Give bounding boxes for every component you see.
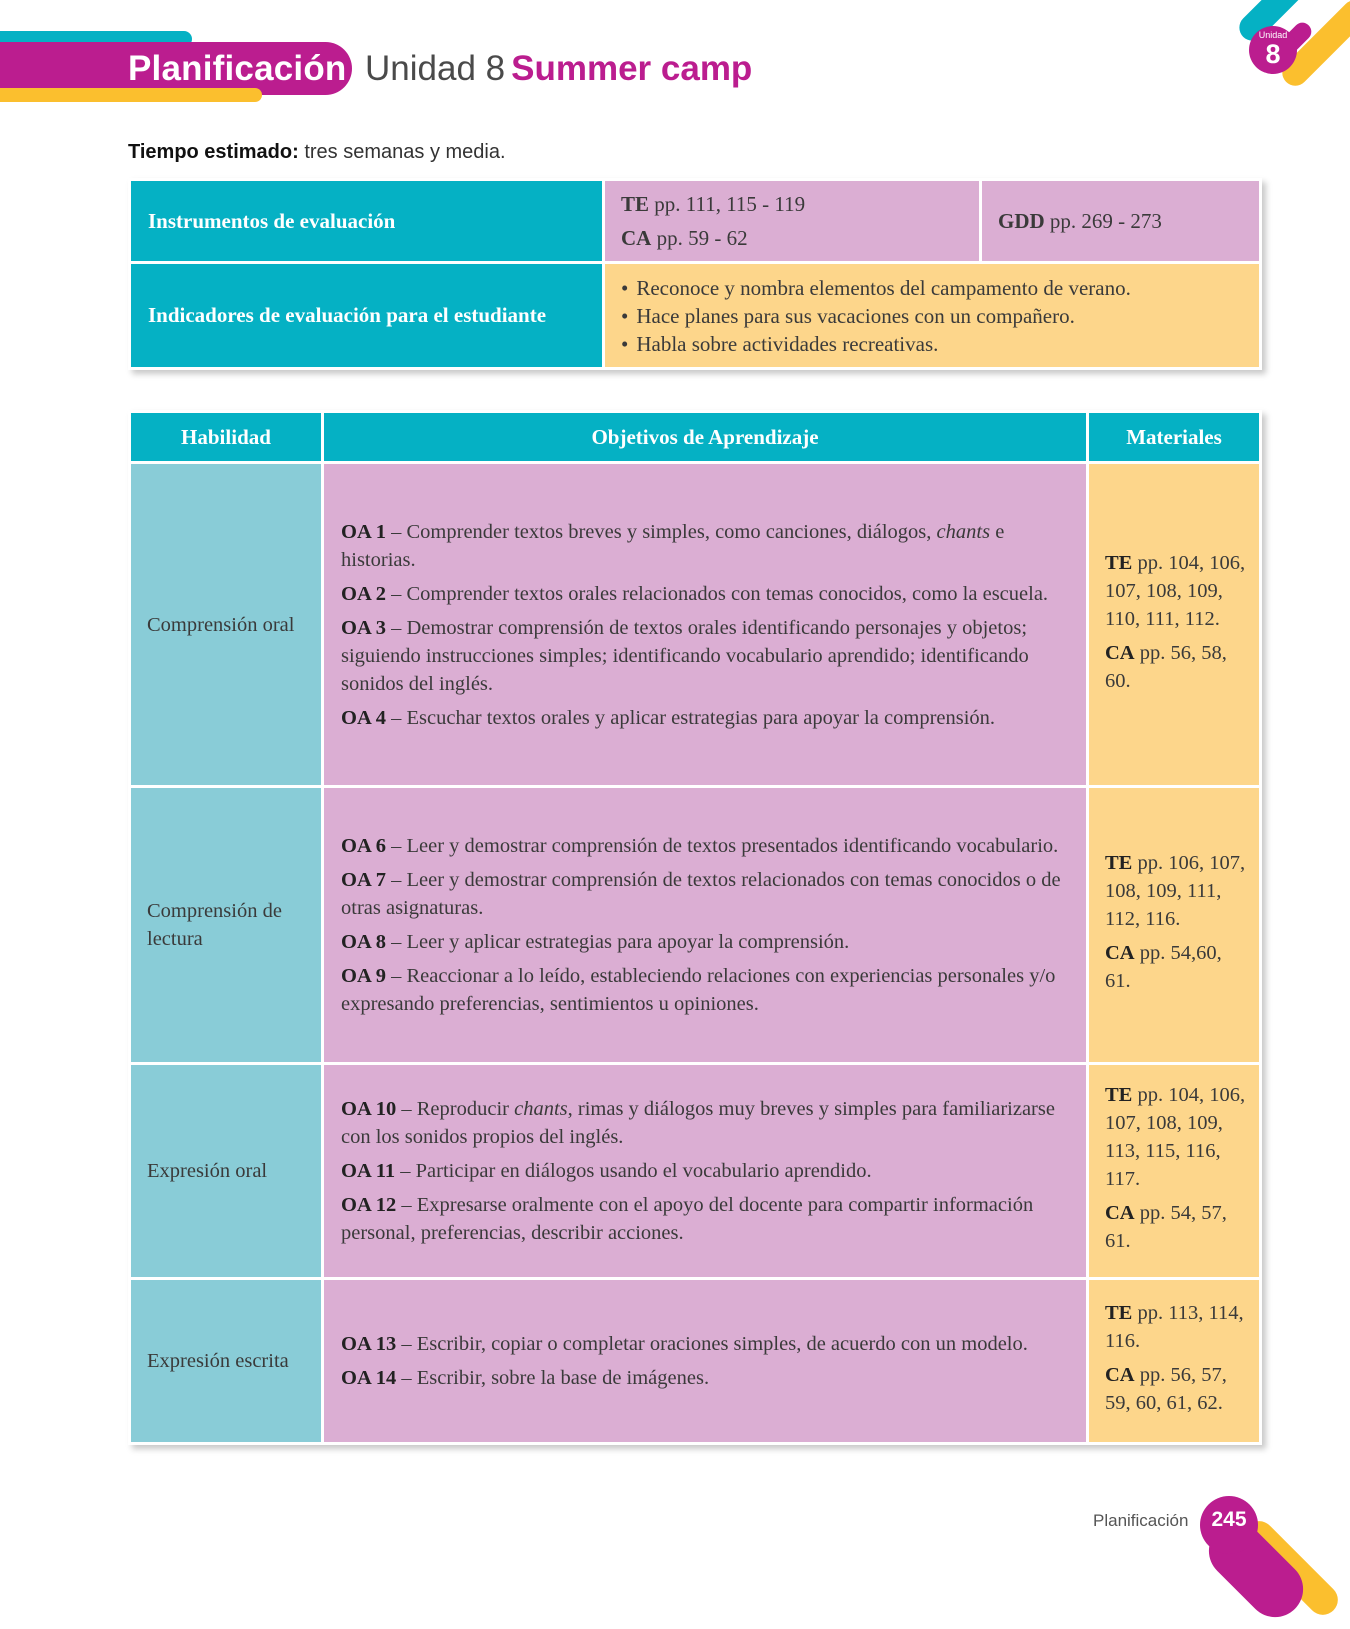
- objective-code: OA 4: [341, 706, 386, 729]
- objective-text: – Escribir, sobre la base de imágenes.: [396, 1367, 710, 1389]
- objective-text: – Expresarse oralmente con el apoyo del docente para compartir información personal, preferencias, describir acciones.: [341, 1194, 1034, 1244]
- objective-code: OA 9: [341, 965, 386, 987]
- footer-label: Planificación: [1093, 1511, 1189, 1530]
- objective-italic: chants: [514, 1098, 568, 1120]
- objective-text: – Demostrar comprensión de textos orales identificando personajes y objetos; siguiendo instrucciones simples; identificando vocabulario aprendido; identificando sonidos del inglés.: [341, 616, 1029, 695]
- material-code: CA: [1105, 942, 1135, 964]
- objective-text: – Reaccionar a lo leído, estableciendo relaciones con experiencias personales y/o expresando preferencias, sentimientos u opiniones.: [341, 965, 1056, 1015]
- te-pages: pp. 111, 115 - 119: [654, 192, 806, 216]
- table-row: [131, 1065, 1259, 1277]
- indicadores-cell: [605, 264, 1259, 367]
- habilidad-cell: Expresión oral: [131, 1065, 321, 1277]
- material-pages: pp. 104, 106, 107, 108, 109, 113, 115, 116, 117.: [1105, 1084, 1246, 1190]
- estimated-time-value: tres semanas y media.: [304, 141, 506, 163]
- objective-text: – Comprender textos orales relacionados con temas conocidos, como la escuela.: [386, 582, 1049, 605]
- objetivos-cell: [324, 788, 1086, 1062]
- unit-title: [365, 44, 752, 94]
- table-row: [131, 788, 1259, 1062]
- material-code: CA: [1105, 1364, 1135, 1386]
- material-pages: pp. 113, 114, 116.: [1105, 1302, 1244, 1352]
- material-pages: pp. 54, 57, 61.: [1105, 1202, 1227, 1252]
- objective-item: [341, 1157, 1074, 1185]
- ca-pages: pp. 59 - 62: [656, 226, 748, 250]
- objetivos-cell: [324, 1065, 1086, 1277]
- objective-item: [341, 1330, 1074, 1358]
- header-habilidad: Habilidad: [131, 413, 321, 461]
- objective-code: OA 12: [341, 1194, 397, 1216]
- objective-item: [341, 1364, 1074, 1392]
- unit-badge-label: Unidad: [1258, 30, 1288, 40]
- objective-text: – Reproducir: [396, 1098, 515, 1120]
- header-objetivos: Objetivos de Aprendizaje: [324, 413, 1086, 461]
- objective-code: OA 10: [341, 1098, 397, 1120]
- material-pages: pp. 56, 57, 59, 60, 61, 62.: [1105, 1364, 1227, 1414]
- objective-text: – Leer y aplicar estrategias para apoyar la comprensión.: [386, 931, 850, 953]
- material-pages: pp. 56, 58, 60.: [1105, 641, 1227, 692]
- objective-item: [341, 866, 1074, 922]
- indicador-item: • Hace planes para sus vacaciones con un compañero.: [621, 302, 1259, 330]
- objective-text: – Leer y demostrar comprensión de textos presentados identificando vocabulario.: [386, 835, 1059, 857]
- objetivos-cell: [324, 464, 1086, 785]
- unit-badge: [1249, 26, 1297, 74]
- objective-code: OA 7: [341, 869, 386, 891]
- objective-code: OA 1: [341, 520, 386, 543]
- objective-text: – Participar en diálogos usando el vocabulario aprendido.: [395, 1160, 872, 1182]
- materiales-cell: [1089, 1065, 1259, 1277]
- objective-text: , rimas y diálogos muy breves y simples para familiarizarse con los sonidos propios del inglés.: [341, 1098, 1055, 1148]
- objective-code: OA 8: [341, 931, 386, 953]
- objetivos-cell: [324, 1280, 1086, 1442]
- objective-code: OA 6: [341, 835, 386, 857]
- planning-table: [128, 410, 1262, 1445]
- evaluation-table: [128, 178, 1262, 370]
- material-pages: pp. 104, 106, 107, 108, 109, 110, 111, 112.: [1105, 551, 1246, 630]
- material-item: [1105, 849, 1251, 933]
- indicadores-label: Indicadores de evaluación para el estudiante: [131, 264, 602, 367]
- estimated-time-label: Tiempo estimado:: [128, 141, 299, 163]
- material-code: TE: [1105, 1084, 1133, 1106]
- materiales-cell: [1089, 464, 1259, 785]
- materiales-cell: [1089, 788, 1259, 1062]
- habilidad-cell: Comprensión de lectura: [131, 788, 321, 1062]
- instrumentos-label: Instrumentos de evaluación: [131, 181, 602, 261]
- estimated-time: [128, 141, 506, 164]
- objective-code: OA 14: [341, 1367, 397, 1389]
- material-item: [1105, 639, 1251, 695]
- instrumentos-gdd: [982, 181, 1259, 261]
- material-code: TE: [1105, 1302, 1133, 1324]
- objective-code: OA 11: [341, 1160, 396, 1182]
- material-item: [1105, 939, 1251, 995]
- indicador-item: • Reconoce y nombra elementos del campamento de verano.: [621, 274, 1259, 302]
- table-row: [131, 1280, 1259, 1442]
- material-code: CA: [1105, 1202, 1135, 1224]
- objective-item: [341, 704, 1074, 732]
- habilidad-cell: Comprensión oral: [131, 464, 321, 785]
- unit-badge-number: 8: [1265, 39, 1281, 69]
- page-number: 245: [1211, 1508, 1247, 1531]
- objective-item: [341, 1095, 1074, 1151]
- objective-item: [341, 832, 1074, 860]
- material-item: [1105, 1199, 1251, 1255]
- objective-text: – Leer y demostrar comprensión de textos relacionados con temas conocidos o de otras asignaturas.: [341, 869, 1061, 919]
- indicadores-list: [621, 274, 1259, 358]
- section-title: Planificación: [128, 49, 347, 88]
- habilidad-cell: Expresión escrita: [131, 1280, 321, 1442]
- material-code: TE: [1105, 852, 1133, 874]
- material-code: CA: [1105, 641, 1135, 664]
- objective-text: – Comprender textos breves y simples, como canciones, diálogos,: [386, 520, 937, 543]
- material-item: [1105, 1299, 1251, 1355]
- material-item: [1105, 549, 1251, 633]
- objective-item: [341, 614, 1074, 698]
- objective-item: [341, 1191, 1074, 1247]
- gdd-pages: pp. 269 - 273: [1049, 208, 1162, 233]
- objective-code: OA 13: [341, 1333, 397, 1355]
- objective-code: OA 3: [341, 616, 386, 639]
- objective-text: – Escuchar textos orales y aplicar estrategias para apoyar la comprensión.: [386, 706, 996, 729]
- material-item: [1105, 1361, 1251, 1417]
- objective-item: [341, 518, 1074, 574]
- objective-code: OA 2: [341, 582, 386, 605]
- header-materiales: Materiales: [1089, 413, 1259, 461]
- material-pages: pp. 54,60, 61.: [1105, 942, 1222, 992]
- table-row: [131, 464, 1259, 785]
- indicador-item: • Habla sobre actividades recreativas.: [621, 330, 1259, 358]
- material-pages: pp. 106, 107, 108, 109, 111, 112, 116.: [1105, 852, 1246, 930]
- material-item: [1105, 1081, 1251, 1193]
- objective-text: – Escribir, copiar o completar oraciones simples, de acuerdo con un modelo.: [396, 1333, 1028, 1355]
- instrumentos-te-ca: [605, 181, 979, 261]
- objective-item: [341, 962, 1074, 1018]
- material-code: TE: [1105, 551, 1133, 574]
- te-code: TE: [621, 192, 650, 216]
- objective-text: e historias.: [341, 520, 1005, 571]
- gdd-code: GDD: [998, 208, 1045, 233]
- objective-item: [341, 928, 1074, 956]
- unit-topic: Summer camp: [511, 49, 753, 88]
- objective-italic: chants: [936, 520, 991, 543]
- ca-code: CA: [621, 226, 652, 250]
- materiales-cell: [1089, 1280, 1259, 1442]
- objective-item: [341, 580, 1074, 608]
- unit-label: Unidad 8: [365, 49, 506, 88]
